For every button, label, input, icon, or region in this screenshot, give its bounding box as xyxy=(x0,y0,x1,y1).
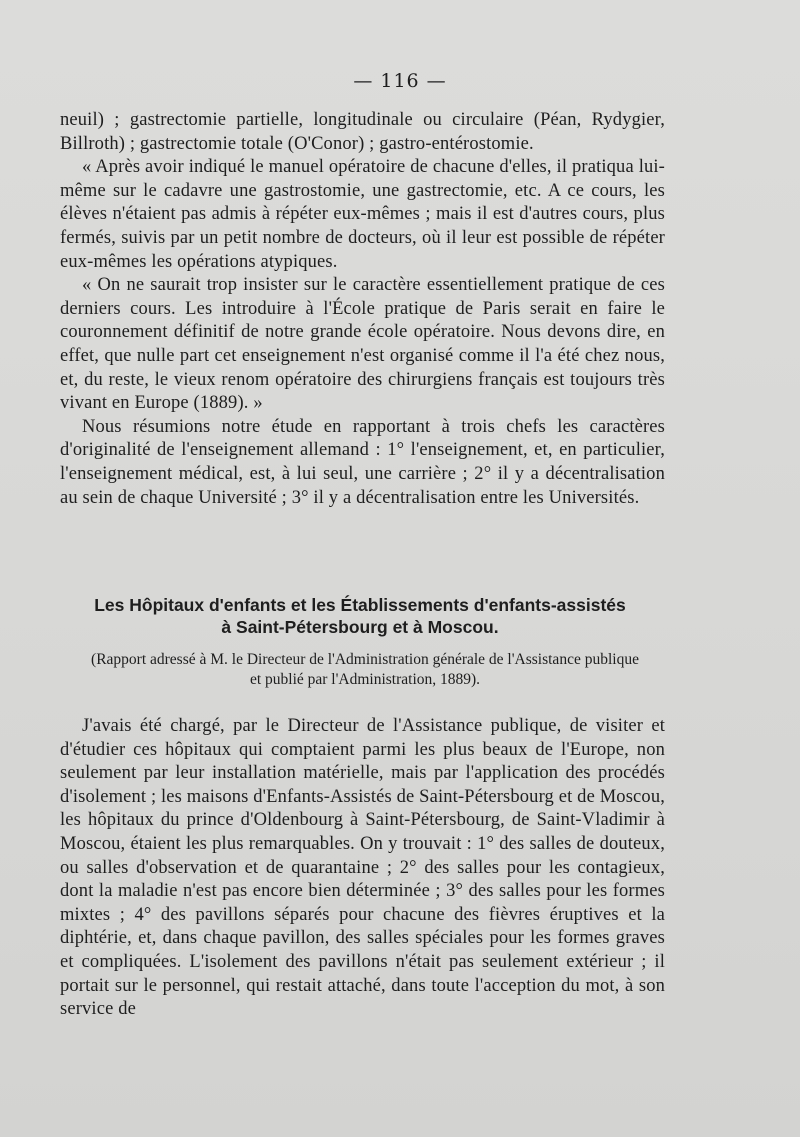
section-title-line-2: à Saint-Pétersbourg et à Moscou. xyxy=(221,617,499,637)
paragraph-continuation: neuil) ; gastrectomie partielle, longitudinale ou circulaire (Péan, Rydygier, Billroth) ; gastrectomie totale (O'Conor) ; gastro-entérostomie. xyxy=(60,110,665,154)
top-text-block xyxy=(60,109,665,510)
paragraph-quote-start: « Après avoir indiqué le manuel opératoire de chacune d'elles, il pratiqua lui-même sur le cadavre une gastrostomie, une gastrectomie, etc. A ce cours, les élèves n'étaient pas admis à répéter eux-mêmes ; mais il est d'autres cours, plus fermés, suivis par un petit nombre de docteurs, où il leur est possible de répéter eux-mêmes les opérations atypiques. xyxy=(60,157,665,272)
section-text-block xyxy=(60,715,665,1022)
section-title-line-1: Les Hôpitaux d'enfants et les Établissements d'enfants-assistés xyxy=(94,595,626,615)
report-note-line-1: (Rapport adressé à M. le Directeur de l'Administration générale de l'Assistance publique xyxy=(91,651,639,668)
paragraph-hospitals: J'avais été chargé, par le Directeur de l'Assistance publique, de visiter et d'étudier ces hôpitaux qui comptaient parmi les plus beaux de l'Europe, non seulement par leur installation matérielle, mais par l'application des procédés d'isolement ; les maisons d'Enfants-Assistés de Saint-Pétersbourg et de Moscou, les hôpitaux du prince d'Oldenbourg à Saint-Pétersbourg, de Saint-Vladimir à Moscou, étaient les plus remarquables. On y trouvait : 1° des salles de douteux, ou salles d'observation et de quarantaine ; 2° des salles pour les contagieux, dont la maladie n'est pas encore bien déterminée ; 3° des salles pour les formes mixtes ; 4° des pavillons séparés pour chacune des fièvres éruptives et la diphtérie, et, dans chaque pavillon, des salles spéciales pour les formes graves et compliquées. L'isolement des pavillons n'était pas seulement extérieur ; il portait sur le personnel, qui restait attaché, dans toute l'acception du mot, à son service de xyxy=(60,716,665,1020)
report-note xyxy=(55,650,675,690)
paragraph-summary: Nous résumions notre étude en rapportant à trois chefs les caractères d'originalité de l'enseignement allemand : 1° l'enseignement, et, en particulier, l'enseignement médical, est, à lui seul, une carrière ; 2° il y a décentralisation au sein de chaque Université ; 3° il y a décentralisation entre les Universités. xyxy=(60,416,665,508)
report-note-line-2: et publié par l'Administration, 1889). xyxy=(249,671,481,688)
section-title xyxy=(40,594,680,638)
paragraph-quote-end: « On ne saurait trop insister sur le caractère essentiellement pratique de ces derniers cours. Les introduire à l'École pratique de Paris serait en faire le couronnement définitif de notre grande école opératoire. Nous devons dire, en effet, que nulle part cet enseignement n'est organisé comme il l'a été chez nous, et, du reste, le vieux renom opératoire des chirurgiens français est toujours très vivant en Europe (1889). » xyxy=(60,275,665,414)
page-number: — 116 — xyxy=(353,70,447,92)
